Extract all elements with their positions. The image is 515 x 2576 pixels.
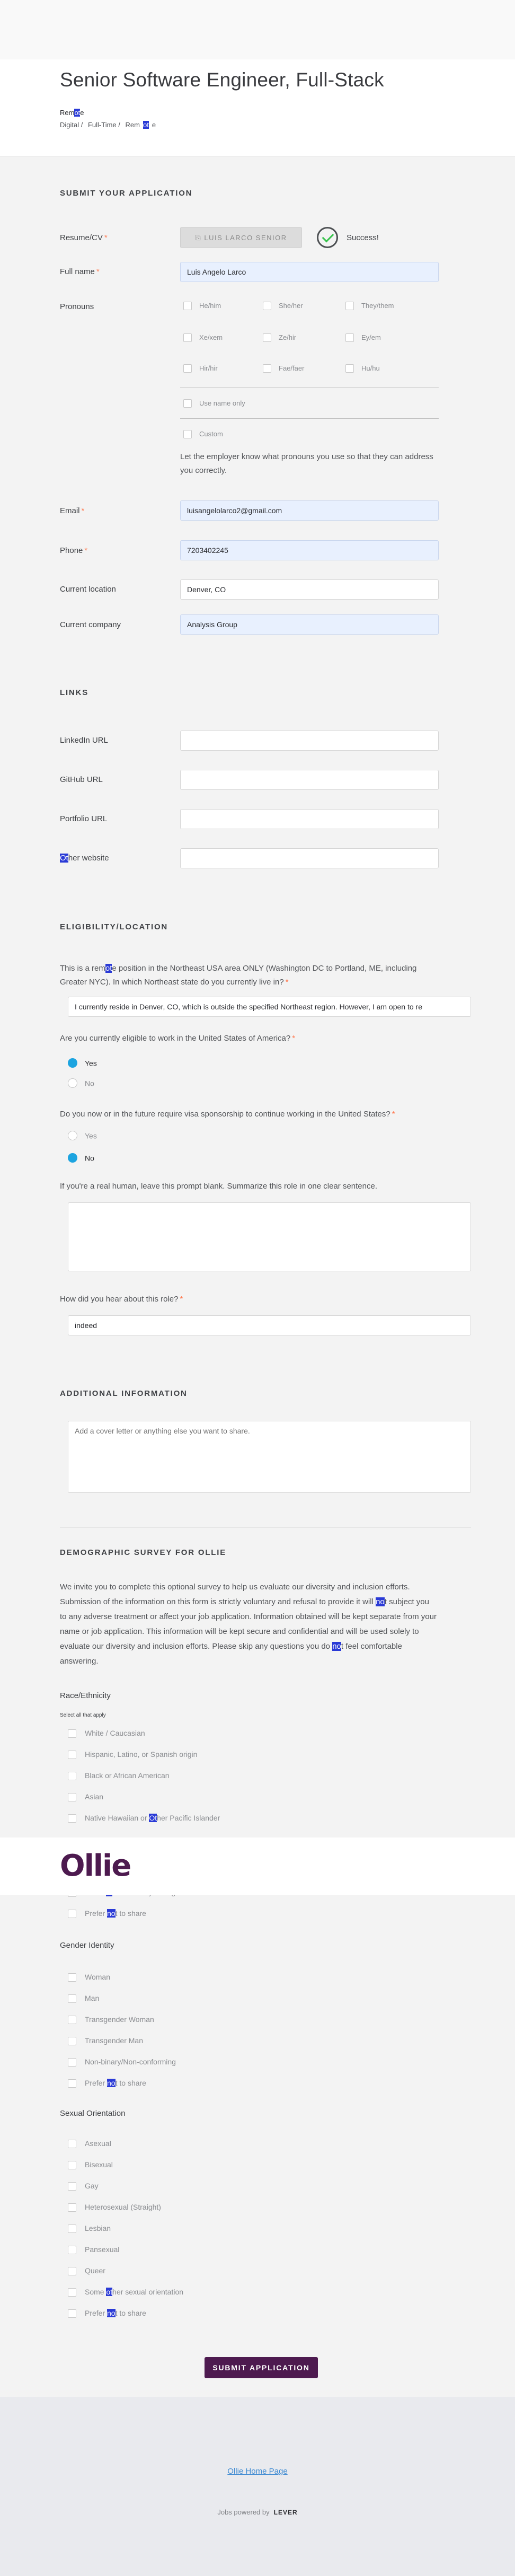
checkbox[interactable] <box>183 399 192 408</box>
linkedin-input[interactable] <box>180 731 439 751</box>
checkbox[interactable] <box>345 364 354 373</box>
ollie-home-page-link[interactable]: Ollie Home Page <box>227 2467 288 2476</box>
question-work-eligibility: Are you currently eligible to work in the United States of America? * <box>60 1034 296 1043</box>
radio-selected[interactable] <box>68 1153 77 1163</box>
pronoun-fae-faer[interactable]: Fae/faer <box>263 364 304 373</box>
race-ethnicity-label: Race/Ethnicity <box>60 1691 111 1700</box>
pronoun-hu-hu[interactable]: Hu/hu <box>345 364 380 373</box>
survey-intro: We invite you to complete this optional survey to help us evaluate our diversity and inclusion efforts. Submission of the information on this form is strictly voluntary and refusal to provide it will not subject you to any adverse treatment or affect your job application. Information obtained will be kept separate from your name or job application. This information will be kept secure and confidential and will be used solely to evaluate our diversity and inclusion efforts. Please skip any questions you do not feel comfortable answering. <box>60 1582 437 1666</box>
github-input[interactable] <box>180 770 439 790</box>
northeast-state-input[interactable] <box>68 997 471 1017</box>
race-option[interactable]: Native Hawaiian or Other Pacific Islander <box>68 1814 220 1823</box>
checkbox[interactable] <box>68 2140 76 2148</box>
pronoun-they-them[interactable]: They/them <box>345 301 394 310</box>
category-department: Digital / <box>60 121 83 129</box>
gender-option[interactable]: Woman <box>68 1973 110 1982</box>
pronoun-ze-hir[interactable]: Ze/hir <box>263 333 296 342</box>
checkbox[interactable] <box>68 1910 76 1918</box>
pronouns-help-text: Let the employer know what pronouns you use so that they can address you correctly. <box>180 452 433 475</box>
pronoun-custom[interactable]: Custom <box>183 429 223 438</box>
checkbox[interactable] <box>68 1729 76 1738</box>
checkbox[interactable] <box>68 2267 76 2275</box>
ollie-logo: Ollie <box>60 1849 131 1883</box>
top-band <box>0 0 515 59</box>
orientation-option[interactable]: Queer <box>68 2266 105 2275</box>
checkbox[interactable] <box>68 2058 76 2067</box>
resume-upload-button[interactable]: ⎘ LUIS LARCO SENIOR <box>180 227 302 248</box>
email-input[interactable] <box>180 500 439 521</box>
checkbox[interactable] <box>68 1751 76 1759</box>
checkbox[interactable] <box>68 2309 76 2318</box>
portfolio-label: Portfolio URL <box>60 814 108 823</box>
checkbox[interactable] <box>68 1814 76 1823</box>
human-check-textarea[interactable] <box>68 1202 471 1271</box>
race-option[interactable]: White / Caucasian <box>68 1729 145 1738</box>
question-how-heard: How did you hear about this role? * <box>60 1295 183 1304</box>
gender-option[interactable]: Non-binary/Non-conforming <box>68 2058 176 2067</box>
pronoun-she-her[interactable]: She/her <box>263 301 303 310</box>
checkbox[interactable] <box>183 333 192 342</box>
checkbox[interactable] <box>68 2182 76 2191</box>
pronouns-label: Pronouns <box>60 302 94 311</box>
section-links: LINKS <box>60 688 88 697</box>
checkbox[interactable] <box>68 2225 76 2233</box>
race-option[interactable]: Black or African American <box>68 1771 170 1780</box>
checkbox[interactable] <box>263 364 271 373</box>
fullname-input[interactable] <box>180 262 439 282</box>
checkbox[interactable] <box>68 2288 76 2297</box>
checkbox[interactable] <box>68 1772 76 1780</box>
pronoun-xe-xem[interactable]: Xe/xem <box>183 333 223 342</box>
orientation-option[interactable]: Pansexual <box>68 2245 119 2254</box>
section-eligibility: ELIGIBILITY/LOCATION <box>60 922 168 931</box>
section-submit-application: SUBMIT YOUR APPLICATION <box>60 189 193 198</box>
github-label: GitHub URL <box>60 775 103 784</box>
checkbox[interactable] <box>68 2203 76 2212</box>
race-select-all-hint: Select all that apply <box>60 1712 106 1718</box>
gender-option[interactable]: Prefer not to share <box>68 2079 146 2088</box>
job-header <box>0 59 515 157</box>
job-categories <box>60 121 162 129</box>
checkbox[interactable] <box>263 302 271 310</box>
gender-identity-label: Gender Identity <box>60 1941 114 1950</box>
checkbox[interactable] <box>345 302 354 310</box>
phone-input[interactable] <box>180 540 439 560</box>
job-location: Remote <box>60 109 84 117</box>
race-option[interactable]: Prefer not to share <box>68 1909 146 1918</box>
current-location-input[interactable] <box>180 579 439 600</box>
checkbox[interactable] <box>68 2016 76 2024</box>
pronoun-he-him[interactable]: He/him <box>183 301 221 310</box>
other-website-input[interactable] <box>180 848 439 868</box>
portfolio-input[interactable] <box>180 809 439 829</box>
checkbox[interactable] <box>183 364 192 373</box>
email-label: Email * <box>60 506 85 515</box>
orientation-option[interactable]: Some other sexual orientation <box>68 2288 183 2297</box>
footer <box>0 2397 515 2576</box>
radio-selected[interactable] <box>68 1058 77 1068</box>
checkbox[interactable] <box>263 333 271 342</box>
checkbox[interactable] <box>68 2246 76 2254</box>
phone-label: Phone * <box>60 546 88 555</box>
checkbox[interactable] <box>68 1973 76 1982</box>
orientation-option[interactable]: Bisexual <box>68 2160 113 2169</box>
current-company-label: Current company <box>60 620 121 629</box>
orientation-option[interactable]: Gay <box>68 2182 99 2191</box>
divider <box>180 418 439 419</box>
pronoun-ey-em[interactable]: Ey/em <box>345 333 381 342</box>
success-check-icon <box>317 227 338 248</box>
question-human-check: If you're a real human, leave this prompt blank. Summarize this role in one clear sentence. <box>60 1182 377 1191</box>
question-visa-sponsorship: Do you now or in the future require visa sponsorship to continue working in the United States? * <box>60 1110 395 1119</box>
other-website-label: Other website <box>60 854 109 863</box>
resume-label: Resume/CV * <box>60 233 108 242</box>
work-eligibility-yes[interactable]: Yes <box>68 1058 97 1068</box>
category-commitment: Full-Time / <box>87 121 120 129</box>
paperclip-icon: ⎘ <box>195 234 202 242</box>
checkbox[interactable] <box>345 333 354 342</box>
orientation-option[interactable]: Lesbian <box>68 2224 111 2233</box>
how-heard-input[interactable] <box>68 1315 471 1335</box>
checkbox[interactable] <box>183 302 192 310</box>
section-additional-information: ADDITIONAL INFORMATION <box>60 1389 188 1398</box>
orientation-option[interactable]: Heterosexual (Straight) <box>68 2203 161 2212</box>
fullname-label: Full name * <box>60 267 100 276</box>
work-eligibility-no[interactable]: No <box>68 1078 94 1088</box>
current-location-label: Current location <box>60 585 116 594</box>
radio[interactable] <box>68 1131 77 1140</box>
lever-logo[interactable]: LEVER <box>273 2509 298 2516</box>
section-demographic-survey: DEMOGRAPHIC SURVEY FOR OLLIE <box>60 1548 227 1557</box>
gender-option[interactable]: Transgender Woman <box>68 2015 154 2024</box>
additional-info-textarea[interactable] <box>68 1421 471 1493</box>
visa-sponsorship-no[interactable]: No <box>68 1153 94 1163</box>
checkbox[interactable] <box>68 1793 76 1801</box>
current-company-input[interactable] <box>180 614 439 635</box>
orientation-option[interactable]: Prefer not to share <box>68 2309 146 2318</box>
gender-option[interactable]: Man <box>68 1994 99 2003</box>
pronoun-use-name-only[interactable]: Use name only <box>183 399 245 408</box>
checkbox[interactable] <box>68 2037 76 2045</box>
gender-option[interactable]: Transgender Man <box>68 2036 143 2045</box>
radio[interactable] <box>68 1078 77 1088</box>
checkbox[interactable] <box>68 1994 76 2003</box>
job-title: Senior Software Engineer, Full-Stack <box>60 69 384 91</box>
race-option[interactable]: Hispanic, Latino, or Spanish origin <box>68 1750 197 1759</box>
checkbox[interactable] <box>68 2161 76 2169</box>
checkbox[interactable] <box>183 430 192 438</box>
upload-success-text: Success! <box>347 233 379 242</box>
submit-application-button[interactable]: SUBMIT APPLICATION <box>205 2357 318 2378</box>
pronoun-hir-hir[interactable]: Hir/hir <box>183 364 218 373</box>
powered-by: Jobs powered by LEVER <box>217 2508 298 2516</box>
visa-sponsorship-yes[interactable]: Yes <box>68 1131 97 1140</box>
orientation-option[interactable]: Asexual <box>68 2139 111 2148</box>
race-option[interactable]: Asian <box>68 1792 103 1801</box>
linkedin-label: LinkedIn URL <box>60 736 108 745</box>
checkbox[interactable] <box>68 2079 76 2088</box>
sexual-orientation-label: Sexual Orientation <box>60 2109 126 2118</box>
question-northeast-state: This is a remote position in the Northeast USA area ONLY (Washington DC to Portland, ME, including Greater NYC). In which Northeast state do you currently live in? * <box>60 964 417 987</box>
category-workplace: Rem ot e <box>125 121 156 129</box>
